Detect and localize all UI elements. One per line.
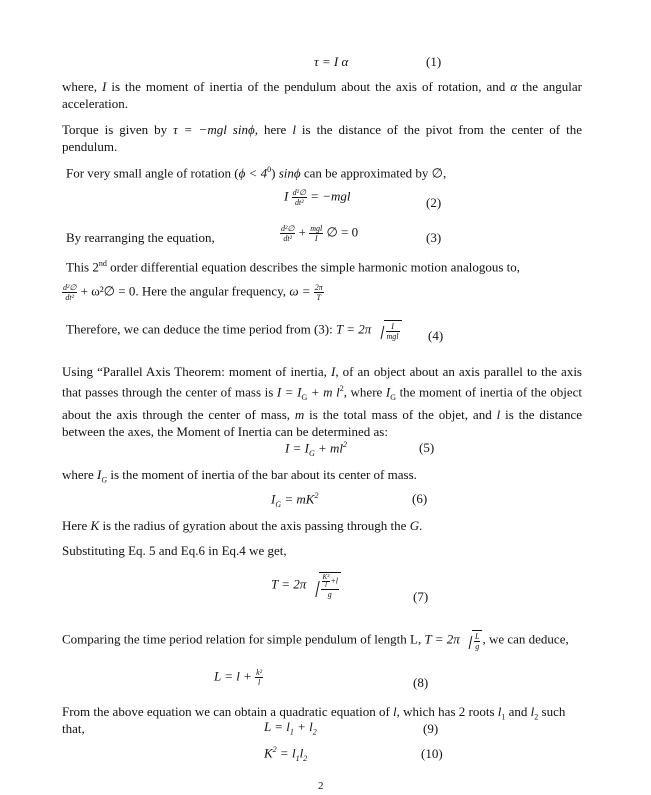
paragraph-radius-gyration: Here K is the radius of gyration about the axis passing through the G. [62,518,423,533]
paragraph-moment-of-inertia: where, I is the moment of inertia of the pendulum about the axis of rotation, and α the angular acceleration. [62,79,582,111]
paragraph-torque: Torque is given by τ = −mgl sinϕ, here l is the distance of the pivot from the center of the pendulum. [62,122,582,154]
paragraph-angular-frequency: $\frac{\text{d²∅}}{\text{dt²}}$ + ω²∅ = 0. Here the angular frequency, ω = $\frac{2\pi}{T}$ [63,283,323,302]
paragraph-time-period: Therefore, we can deduce the time period from (3): T = 2π $\frac{I}{\text{mgl}}$ [66,320,402,341]
equation-9-number: (9) [423,721,439,736]
equation-9: $L = l_1 + l_2$ [264,719,317,737]
equation-6-number: (6) [412,491,428,506]
equation-2-number: (2) [426,195,442,210]
equation-5: $I = I_G + ml^2$ [285,440,347,458]
equation-8-number: (8) [413,675,429,690]
equation-10: $K^2 = l_1l_2$ [264,745,308,763]
paragraph-substituting: Substituting Eq. 5 and Eq.6 in Eq.4 we get, [62,543,287,558]
paragraph-quadratic-that: that, [62,721,85,736]
equation-8: L = l + $\frac{\text{k²}}{l}$ [214,668,263,687]
equation-3-label: By rearranging the equation, [66,230,215,245]
equation-7: T = 2π $\frac{\text{K²}}{l}$ +l g [271,572,341,599]
paragraph-second-order: This 2nd order differential equation describes the simple harmonic motion analogous to, [66,259,520,275]
equation-7-number: (7) [413,589,429,604]
equation-2: I $\frac{\text{d²∅}}{\text{dt²}}$ = −mgl [284,188,351,207]
equation-3: $\frac{\text{d²∅}}{\text{dt²}}$ + $\frac{\text{mgl}}{I}$ ∅ = 0 [281,224,359,243]
equation-3-number: (3) [426,230,442,245]
equation-6: $I_G = mK^2$ [271,491,319,509]
equation-5-number: (5) [419,440,435,455]
page-number: 2 [318,780,324,792]
equation-1: τ = I α [314,54,349,69]
paragraph-simple-pendulum: Comparing the time period relation for simple pendulum of length L, T = 2π $\frac{L}{g}$ , we can deduce, [62,631,569,651]
paragraph-parallel-axis: Using “Parallel Axis Theorem: moment of inertia, I, of an object about an axis parallel to the axis that passes through the center of mass is $I = I_G + m$ $l^2$, where $I_G$ the moment of inertia of the object about the axis through the center of mass, m is the total mass of the objet, and l is the distance between the axes, the Moment of Inertia can be determined as: [62,364,582,439]
paragraph-bar-inertia: where $I_G$ is the moment of inertia of the bar about its center of mass. [62,467,417,485]
paragraph-quadratic: From the above equation we can obtain a quadratic equation of l, which has 2 roots $l_1$ and $l_2$ such [62,704,566,722]
equation-4-number: (4) [428,328,444,343]
equation-1-number: (1) [426,54,442,69]
equation-10-number: (10) [421,746,443,761]
paragraph-small-angle: For very small angle of rotation $(\phi < 4^0)$ sinϕ can be approximated by ∅, [66,165,447,181]
